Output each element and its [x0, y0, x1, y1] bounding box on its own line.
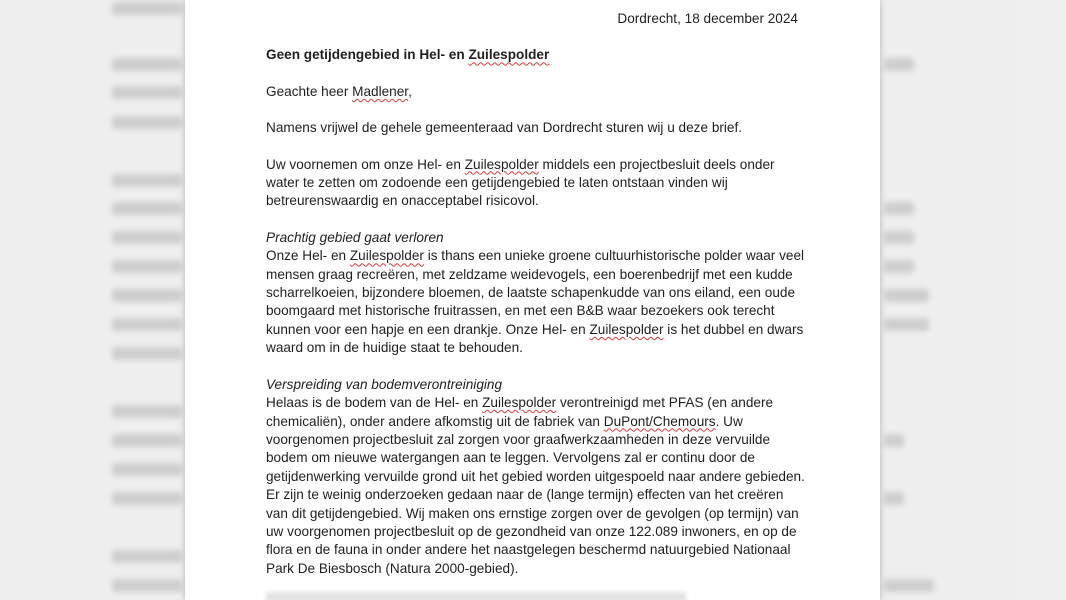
s2-text-b: verontreinigd met PFAS (en andere chemicaliën), onder andere afkomstig uit de fabriek van: [266, 395, 774, 429]
s1-polder-name-1: Zuilespolder: [349, 248, 424, 264]
section-gebied: [266, 229, 806, 358]
section-bodem: [266, 376, 806, 578]
left-backdrop: [0, 0, 185, 600]
paragraph-voornemen: [266, 156, 806, 211]
p1-text-a: Uw voornemen om onze Hel- en: [266, 156, 465, 172]
p1-text-b: middels een projectbesluit deels onder water te zetten om zodoende een getijdengebied te laten ontstaan vinden wij betreurenswaardig en onacceptabel risicovol.: [266, 156, 775, 209]
next-line-fragment: [266, 592, 686, 600]
salutation: [266, 83, 806, 101]
salutation-prefix: Geachte heer: [266, 83, 353, 99]
s2-text-c: . Uw voorgenomen projectbesluit zal zorgen voor graafwerkzaamheden in deze vervuilde bodem om nieuwe watergangen aan te leggen. Vervolgens zal er continu door de getijdenwerking vervuilde grond uit het gebied worden uitgespoeld naar andere gebieden. Er zijn te weinig onderzoeken gedaan naar de (lange termijn) effecten van het creëren van dit getijdengebied. Wij maken ons ernstige zorgen over de gevolgen (op termijn) van uw voorgenomen projectbesluit op de gezondheid van onze 122.089 inwoners, en op de flora en de fauna in onder andere het naastgelegen beschermd natuurgebied Nationaal Park De Biesbosch (Natura 2000-gebied).: [266, 413, 805, 576]
s1-text-b: is thans een unieke groene cultuurhistorische polder waar veel mensen graag recreëren, met zeldzame weidevogels, een boerenbedrijf met een kudde scharrelkoeien, bijzondere bloemen, de laatste schapenkudde van ons eiland, een oude boomgaard met historische fruitrassen, en met een B&B waar bezoekers ook terecht kunnen voor een hapje en een drankje. Onze Hel- en: [266, 248, 805, 337]
salutation-suffix: ,: [408, 83, 412, 99]
section-bodem-heading: Verspreiding van bodemverontreiniging: [266, 376, 503, 392]
intro-paragraph: Namens vrijwel de gehele gemeenteraad van Dordrecht sturen wij u deze brief.: [266, 120, 743, 136]
s2-polder-name: Zuilespolder: [482, 395, 557, 411]
section-gebied-heading: Prachtig gebied gaat verloren: [266, 229, 444, 245]
p1-polder-name: Zuilespolder: [464, 156, 539, 172]
title-polder-name: Zuilespolder: [468, 47, 550, 63]
title-text: Geen getijdengebied in Hel- en: [266, 47, 469, 63]
s2-company-name: DuPont/Chemours: [603, 413, 716, 429]
s1-text-c: is het dubbel en dwars waard om in de huidige staat te behouden.: [266, 321, 804, 356]
letter-page: [185, 0, 880, 600]
s1-polder-name-2: Zuilespolder: [589, 321, 664, 337]
salutation-name: Madlener: [352, 83, 409, 99]
s1-text-a: Onze Hel- en: [266, 248, 350, 264]
s2-text-a: Helaas is de bodem van de Hel- en: [266, 395, 483, 411]
letter-date: Dordrecht, 18 december 2024: [617, 11, 798, 26]
letter-title: [266, 46, 806, 64]
letter-content: [266, 10, 806, 596]
right-backdrop: [880, 0, 1066, 600]
